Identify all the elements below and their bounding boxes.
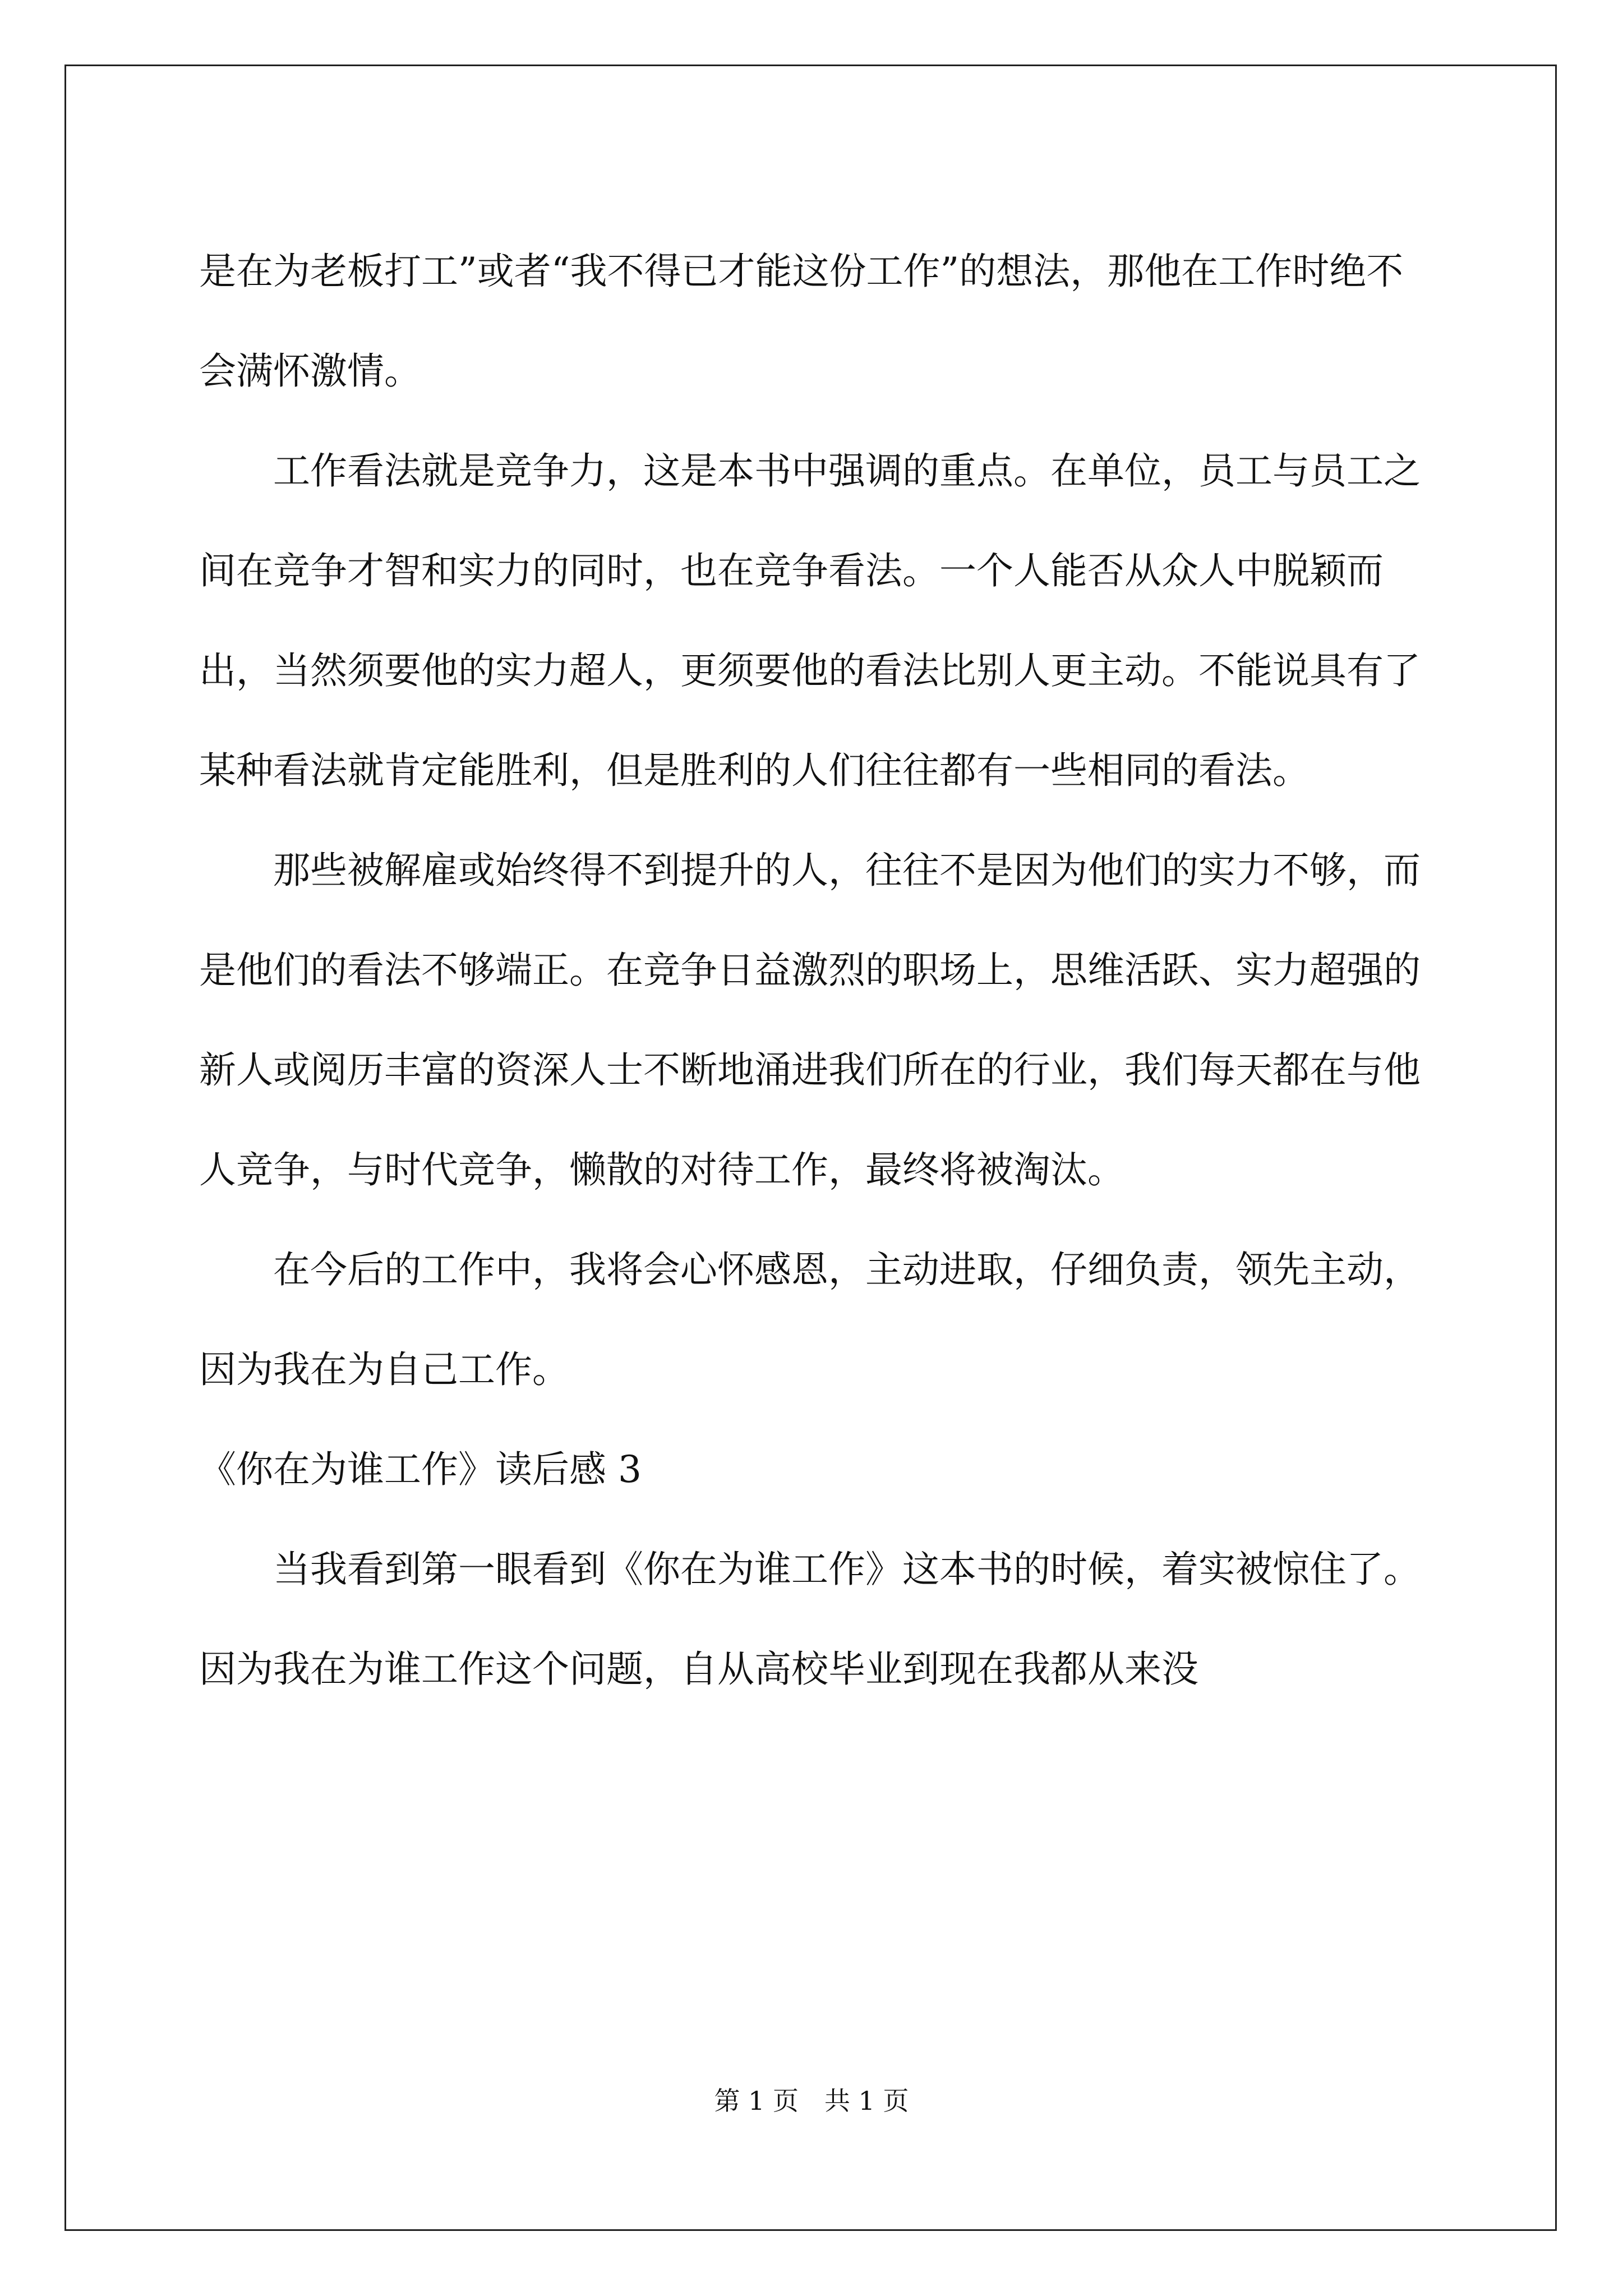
paragraph-3: 那些被解雇或始终得不到提升的人，往往不是因为他们的实力不够，而是他们的看法不够端正。在竞争日益激烈的职场上，思维活跃、实力超强的新人或阅历丰富的资深人士不断地涌进我们所在的行业，我们每天都在与他人竞争，与时代竞争，懒散的对待工作，最终将被淘汰。 [199,849,1421,1191]
paragraph-5: 当我看到第一眼看到《你在为谁工作》这本书的时候，着实被惊住了。因为我在为谁工作这个问题，自从高校毕业到现在我都从来没 [199,1548,1421,1691]
section-heading: 《你在为谁工作》读后感 3 [199,1448,642,1491]
document-body [199,222,1422,1719]
paragraph-4: 在今后的工作中，我将会心怀感恩，主动进取，仔细负责，领先主动，因为我在为自己工作。 [199,1248,1421,1391]
paragraph-1: 是在为老板打工”或者“我不得已才能这份工作”的想法，那他在工作时绝不会满怀激情。 [199,250,1404,393]
page-footer [0,2084,1623,2118]
paragraph-2: 工作看法就是竞争力，这是本书中强调的重点。在单位，员工与员工之间在竞争才智和实力的同时，也在竞争看法。一个人能否从众人中脱颖而出，当然须要他的实力超人，更须要他的看法比别人更主动。不能说具有了某种看法就肯定能胜利，但是胜利的人们往往都有一些相同的看法。 [199,449,1421,792]
page-total: 共 1 页 [824,2086,909,2116]
page-number: 第 1 页 [714,2086,799,2116]
